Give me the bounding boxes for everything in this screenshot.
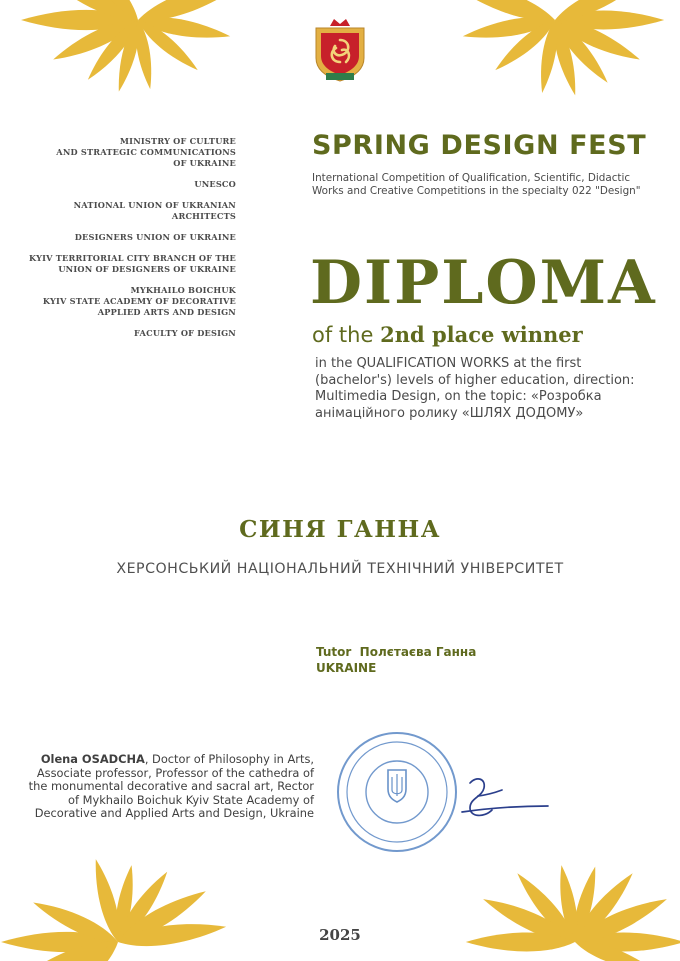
tutor-line xyxy=(316,644,476,660)
winner-name: СИНЯ ГАННА xyxy=(239,516,441,543)
year: 2025 xyxy=(319,926,361,944)
fest-title: SPRING DESIGN FEST xyxy=(312,130,647,161)
signatory-name: Olena OSADCHA xyxy=(40,752,145,766)
diploma-title: DIPLOMA xyxy=(310,248,657,318)
fest-subtitle: International Competition of Qualification, Scientific, Didactic Works and Creative Competitions in the specialty 022 "Design" xyxy=(312,172,641,197)
leaf-ornament-top-right xyxy=(442,0,665,97)
winner-university: ХЕРСОНСЬКИЙ НАЦІОНАЛЬНИЙ ТЕХНІЧНИЙ УНІВЕРСИТЕТ xyxy=(116,561,564,577)
tutor-name: Полєтаєва Ганна xyxy=(359,645,477,659)
org-designers-union: DESIGNERS UNION OF UKRAINE xyxy=(74,232,236,242)
diploma-description: in the QUALIFICATION WORKS at the first (bachelor's) levels of higher education, direction: Multimedia Design, on the topic: «Розробка анімаційного ролику «ШЛЯХ ДОДОМУ» xyxy=(315,356,635,421)
org-ministry: MINISTRY OF CULTURE AND STRATEGIC COMMUNICATIONS OF UKRAINE xyxy=(56,136,236,168)
place-line xyxy=(312,322,583,347)
of-the-text: of the xyxy=(312,323,374,347)
academy-emblem xyxy=(316,19,364,81)
signatory-block xyxy=(20,753,314,821)
signatory-description: , Doctor of Philosophy in Arts, Associate professor, Professor of the cathedra of the monumental decorative and sacral art, Rector of Mykhailo Boichuk Kyiv State Academy of Decorative and Applied Arts and Design, Ukraine xyxy=(28,752,314,821)
org-unesco: UNESCO xyxy=(194,179,236,189)
organizations-list xyxy=(20,136,236,349)
leaf-ornament-bottom-left xyxy=(1,857,227,961)
tutor-label: Tutor xyxy=(316,645,352,659)
tutor-country: UKRAINE xyxy=(316,661,377,675)
org-architects-union: NATIONAL UNION OF UKRANIAN ARCHITECTS xyxy=(73,200,236,221)
leaf-ornament-bottom-right xyxy=(466,864,680,961)
org-kyiv-branch: KYIV TERRITORIAL CITY BRANCH OF THE UNION OF DESIGNERS OF UKRAINE xyxy=(28,253,236,274)
place-text: 2nd place winner xyxy=(380,322,583,347)
org-faculty: FACULTY OF DESIGN xyxy=(134,328,236,338)
official-stamp xyxy=(338,733,456,851)
tutor-block xyxy=(316,644,476,676)
org-academy: MYKHAILO BOICHUK KYIV STATE ACADEMY OF DECORATIVE APPLIED ARTS AND DESIGN xyxy=(42,285,236,317)
rector-signature xyxy=(462,779,548,816)
leaf-ornament-top-left xyxy=(21,0,251,93)
